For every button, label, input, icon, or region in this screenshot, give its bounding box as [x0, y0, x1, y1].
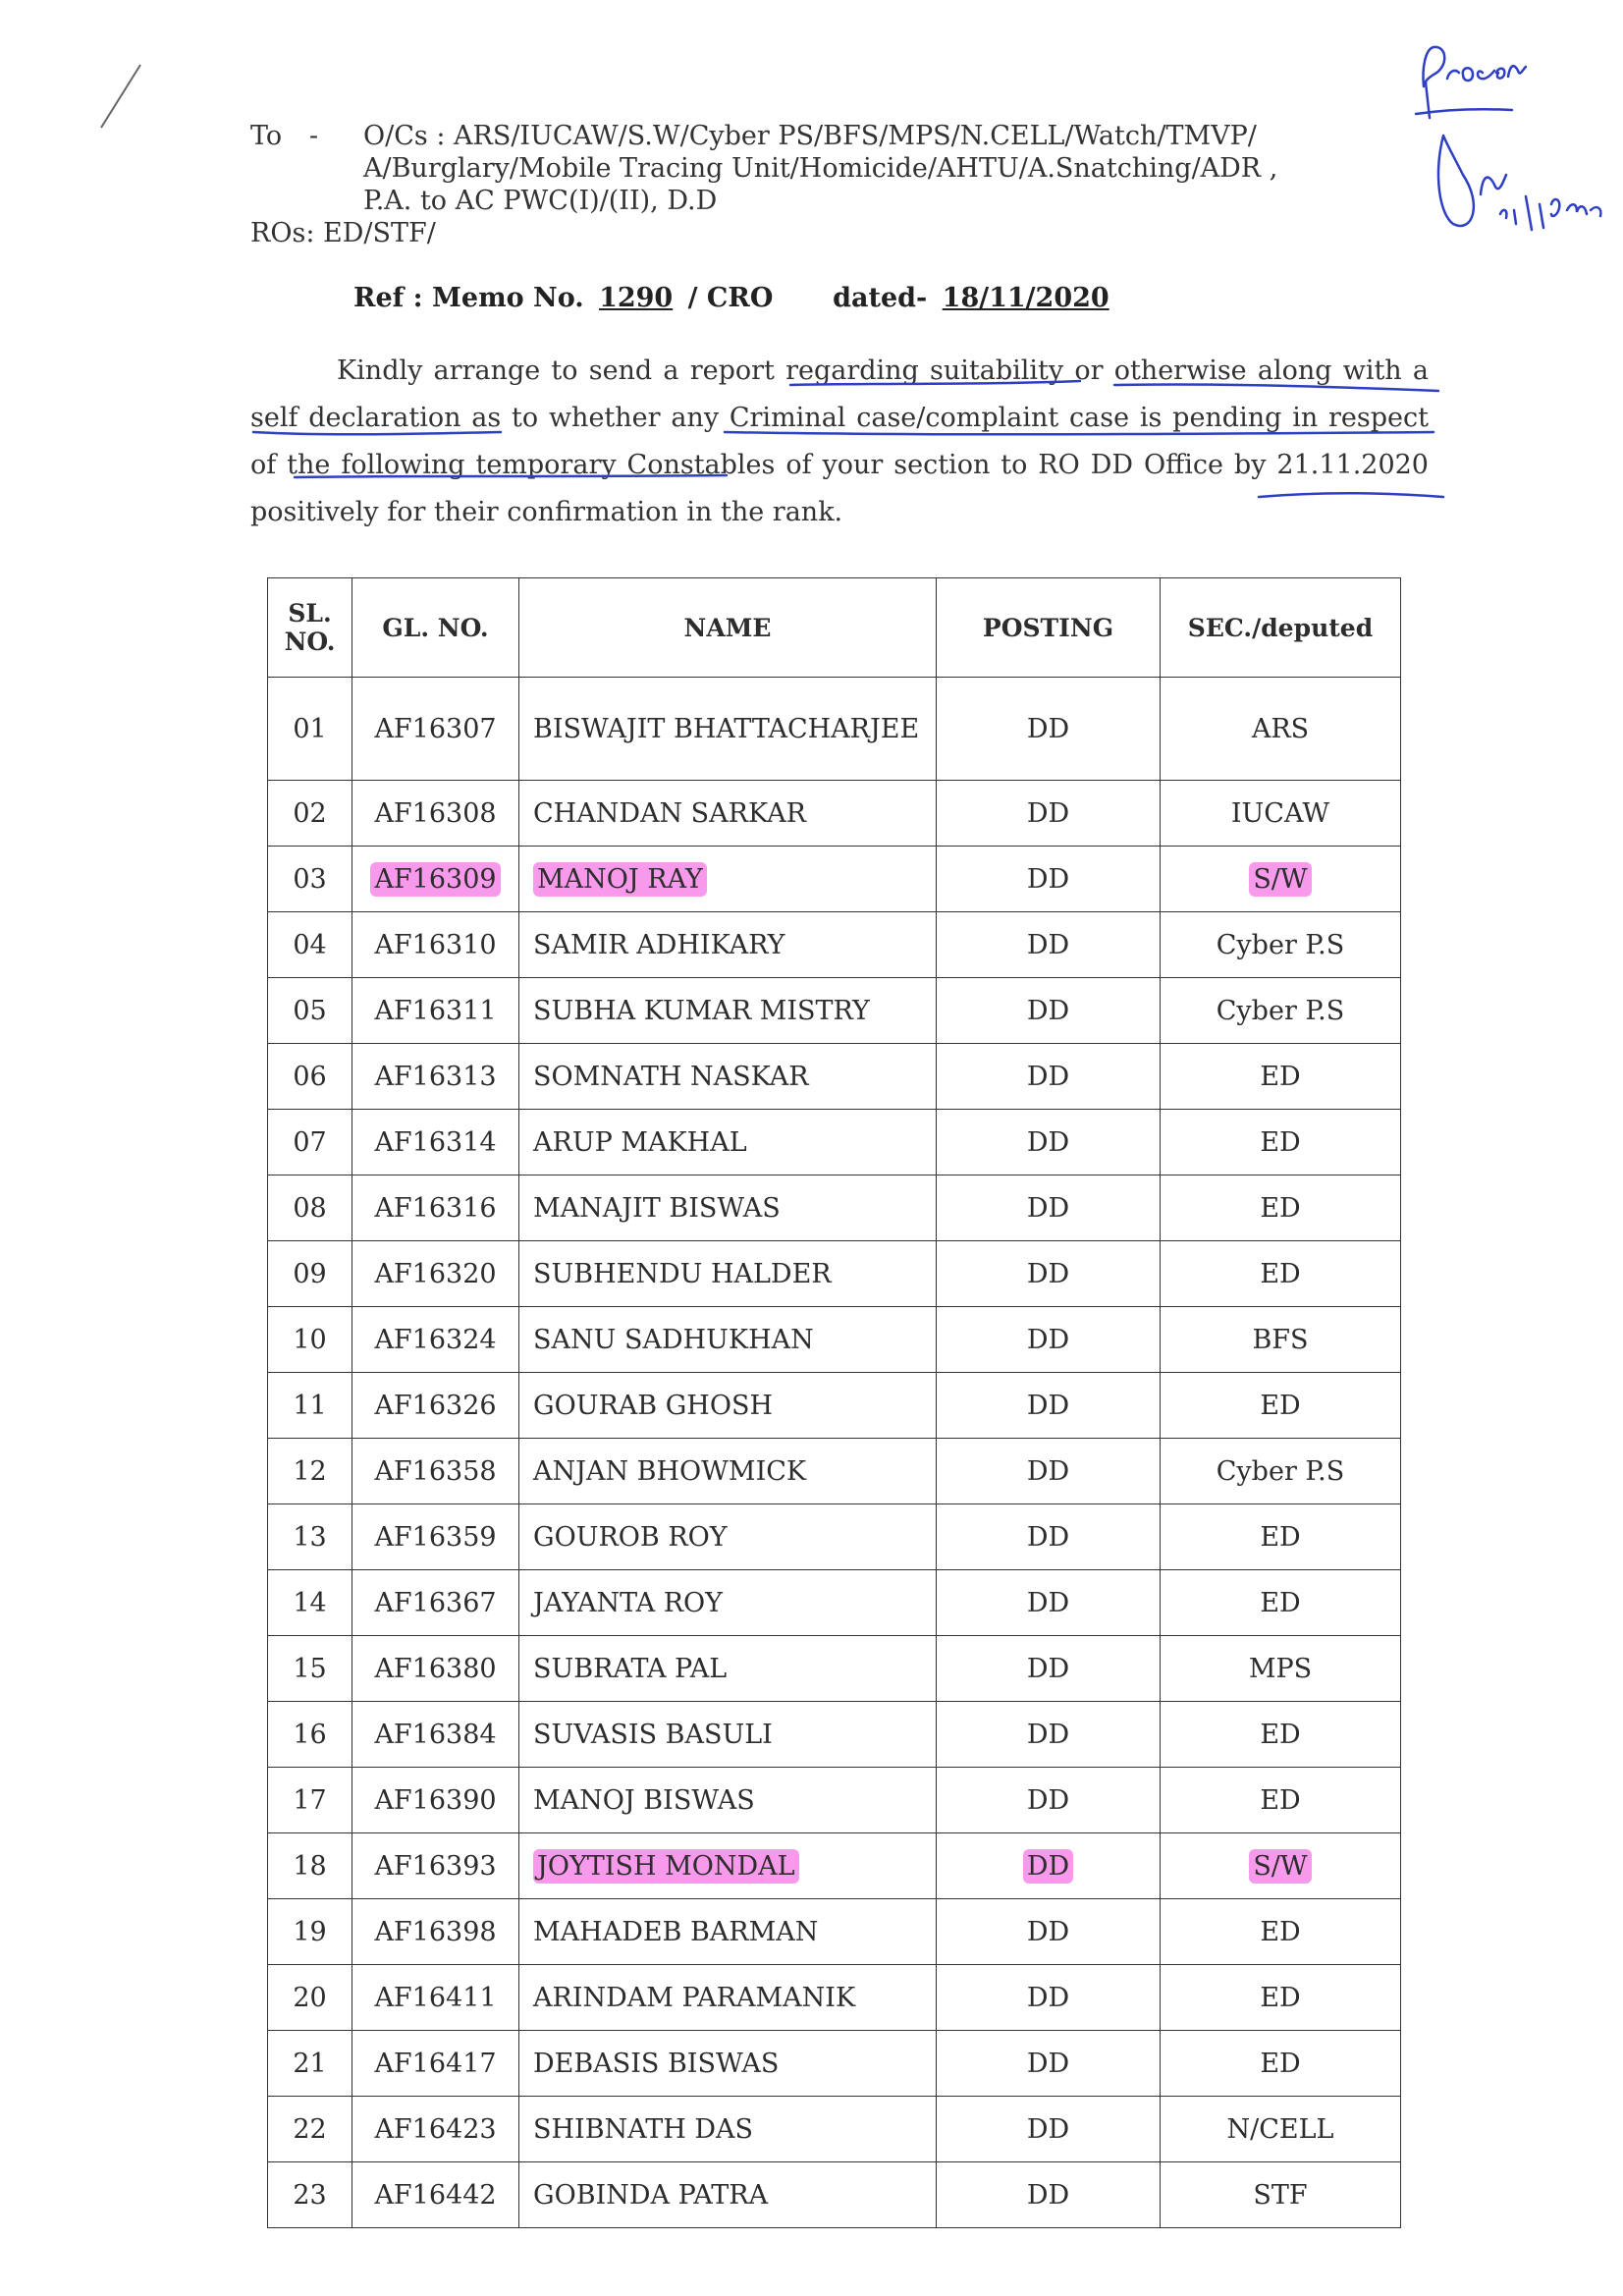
- cell-sec-text: STF: [1253, 2179, 1308, 2211]
- cell-name: [519, 1241, 937, 1307]
- cell-name-text: SUBRATA PAL: [533, 1653, 728, 1684]
- cell-gl-text: AF16316: [374, 1192, 497, 1224]
- cell-gl: [352, 1702, 519, 1768]
- cell-posting-text: DD: [1026, 863, 1070, 895]
- cell-gl: [352, 912, 519, 978]
- cell-name-text: SUVASIS BASULI: [533, 1719, 773, 1750]
- cell-sl: [268, 678, 352, 781]
- to-label: To: [250, 121, 283, 151]
- pencil-mark: [93, 59, 152, 137]
- cell-name-text: MANOJ BISWAS: [533, 1784, 755, 1816]
- cell-name: [519, 678, 937, 781]
- cell-posting: [937, 1110, 1161, 1175]
- cell-posting: [937, 1570, 1161, 1636]
- cell-posting: [937, 2097, 1161, 2162]
- cell-gl: [352, 1175, 519, 1241]
- cell-sec-text: ED: [1260, 1521, 1301, 1553]
- cell-sl-text: 20: [293, 1982, 327, 2013]
- cell-sl-text: 11: [293, 1390, 327, 1421]
- cell-sec-text: ED: [1260, 1192, 1301, 1224]
- cell-sl: [268, 912, 352, 978]
- cell-sl: [268, 1044, 352, 1110]
- cell-name-text: MANOJ RAY: [533, 862, 707, 897]
- cell-sec: [1161, 1570, 1401, 1636]
- table-row: [268, 1504, 1401, 1570]
- cell-sl-text: 01: [293, 713, 327, 744]
- cell-sec: [1161, 1307, 1401, 1373]
- cell-posting: [937, 1241, 1161, 1307]
- cell-sec: [1161, 978, 1401, 1044]
- cell-sec: [1161, 1702, 1401, 1768]
- cell-gl-text: AF16309: [370, 862, 500, 897]
- table-row: [268, 1570, 1401, 1636]
- cell-sec-text: ED: [1260, 1784, 1301, 1816]
- cell-posting: [937, 1702, 1161, 1768]
- cell-gl: [352, 1965, 519, 2031]
- cell-sec-text: ED: [1260, 1126, 1301, 1158]
- cell-name-text: ANJAN BHOWMICK: [533, 1455, 807, 1487]
- cell-gl-text: AF16307: [374, 713, 497, 744]
- cell-gl-text: AF16311: [374, 995, 497, 1026]
- cell-sec: [1161, 1504, 1401, 1570]
- cell-name: [519, 2097, 937, 2162]
- cell-posting: [937, 1636, 1161, 1702]
- cell-posting-text: DD: [1026, 1982, 1070, 2013]
- cell-sec-text: ED: [1260, 1390, 1301, 1421]
- table-row: [268, 1439, 1401, 1504]
- cell-sl: [268, 1965, 352, 2031]
- cell-name: [519, 1110, 937, 1175]
- cell-name-text: ARINDAM PARAMANIK: [533, 1982, 856, 2013]
- table-row: [268, 1702, 1401, 1768]
- table-row: [268, 1241, 1401, 1307]
- cell-name-text: ARUP MAKHAL: [533, 1126, 747, 1158]
- table-row: [268, 1373, 1401, 1439]
- cell-sec: [1161, 1044, 1401, 1110]
- cell-sec-text: S/W: [1249, 862, 1311, 897]
- ros-line: ROs: ED/STF/: [250, 218, 436, 248]
- to-dash: -: [309, 121, 319, 151]
- table-row: [268, 1899, 1401, 1965]
- cell-sec-text: ARS: [1251, 713, 1310, 744]
- cell-sec: [1161, 781, 1401, 847]
- cell-posting: [937, 1439, 1161, 1504]
- cell-name-text: GOURAB GHOSH: [533, 1390, 774, 1421]
- cell-gl-text: AF16423: [374, 2113, 497, 2145]
- cell-gl-text: AF16310: [374, 929, 497, 960]
- cell-name: [519, 781, 937, 847]
- cell-posting-text: DD: [1026, 1061, 1070, 1092]
- cell-sec: [1161, 1241, 1401, 1307]
- ref-prefix: Ref : Memo No.: [353, 283, 584, 313]
- cell-sl-text: 10: [293, 1324, 327, 1355]
- cell-gl: [352, 1768, 519, 1833]
- cell-gl: [352, 1570, 519, 1636]
- header-sec: SEC./deputed: [1161, 578, 1401, 678]
- cell-sec-text: MPS: [1248, 1653, 1313, 1684]
- handwritten-annotation: [1404, 27, 1610, 253]
- cell-sl: [268, 1504, 352, 1570]
- cell-sl-text: 07: [293, 1126, 327, 1158]
- cell-name-text: SAMIR ADHIKARY: [533, 929, 785, 960]
- cell-gl-text: AF16384: [374, 1719, 497, 1750]
- cell-name: [519, 847, 937, 912]
- cell-sl-text: 03: [293, 863, 327, 895]
- cell-sec: [1161, 1636, 1401, 1702]
- cell-sec-text: N/CELL: [1226, 2113, 1334, 2145]
- constables-table: [267, 577, 1401, 2228]
- body-paragraph: [250, 348, 1429, 536]
- cell-sec-text: BFS: [1252, 1324, 1309, 1355]
- cell-sec: [1161, 1110, 1401, 1175]
- cell-sl-text: 12: [293, 1455, 327, 1487]
- table-row: [268, 1307, 1401, 1373]
- cell-sec: [1161, 1768, 1401, 1833]
- table-row: [268, 2031, 1401, 2097]
- cell-gl: [352, 1110, 519, 1175]
- cell-posting-text: DD: [1026, 1521, 1070, 1553]
- cell-name-text: CHANDAN SARKAR: [533, 797, 806, 829]
- cell-gl-text: AF16308: [374, 797, 497, 829]
- cell-sl-text: 09: [293, 1258, 327, 1289]
- cell-sec-text: Cyber P.S: [1216, 1455, 1345, 1487]
- table-row: [268, 2162, 1401, 2228]
- cell-gl-text: AF16326: [374, 1390, 497, 1421]
- header-posting: POSTING: [937, 578, 1161, 678]
- cell-sl: [268, 1768, 352, 1833]
- cell-gl: [352, 1439, 519, 1504]
- cell-posting: [937, 2031, 1161, 2097]
- cell-sl-text: 19: [293, 1916, 327, 1947]
- cell-sl: [268, 1439, 352, 1504]
- cell-posting-text: DD: [1026, 713, 1070, 744]
- cell-gl-text: AF16359: [374, 1521, 497, 1553]
- cell-name-text: SOMNATH NASKAR: [533, 1061, 809, 1092]
- cell-gl: [352, 1307, 519, 1373]
- cell-posting: [937, 1175, 1161, 1241]
- cell-posting-text: DD: [1026, 2113, 1070, 2145]
- cell-name: [519, 1373, 937, 1439]
- cell-sl-text: 06: [293, 1061, 327, 1092]
- cell-name-text: MAHADEB BARMAN: [533, 1916, 819, 1947]
- cell-posting-text: DD: [1026, 1192, 1070, 1224]
- body-text: Kindly arrange to send a report regarding suitability or otherwise along with a self declaration as to whether any Criminal case/complaint case is pending in respect of the following temporary Constables of your section to RO DD Office by 21.11.2020 positively for their confirmation in the rank.: [250, 355, 1429, 527]
- cell-sec-text: S/W: [1249, 1849, 1311, 1884]
- table-row: [268, 912, 1401, 978]
- cell-name: [519, 2162, 937, 2228]
- cell-name-text: SANU SADHUKHAN: [533, 1324, 814, 1355]
- cell-name: [519, 2031, 937, 2097]
- cell-sl-text: 02: [293, 797, 327, 829]
- cell-posting: [937, 912, 1161, 978]
- table-row: [268, 781, 1401, 847]
- cell-name: [519, 1899, 937, 1965]
- cell-name: [519, 1702, 937, 1768]
- cell-gl: [352, 1833, 519, 1899]
- table-row: [268, 1965, 1401, 2031]
- cell-posting-text: DD: [1026, 929, 1070, 960]
- cell-name: [519, 1636, 937, 1702]
- cell-gl: [352, 1044, 519, 1110]
- cell-sl: [268, 1636, 352, 1702]
- cell-name: [519, 978, 937, 1044]
- recipients-line-2: A/Burglary/Mobile Tracing Unit/Homicide/AHTU/A.Snatching/ADR ,: [363, 153, 1278, 184]
- cell-gl: [352, 847, 519, 912]
- header-sl: SL. NO.: [268, 578, 352, 678]
- cell-posting: [937, 847, 1161, 912]
- cell-gl-text: AF16398: [374, 1916, 497, 1947]
- cell-sec: [1161, 1175, 1401, 1241]
- cell-sec-text: ED: [1260, 1719, 1301, 1750]
- cell-gl-text: AF16417: [374, 2048, 497, 2079]
- cell-name-text: JOYTISH MONDAL: [533, 1849, 799, 1884]
- cell-sec-text: ED: [1260, 1258, 1301, 1289]
- cell-sec-text: ED: [1260, 1587, 1301, 1618]
- cell-sl-text: 18: [293, 1850, 327, 1882]
- cell-sl: [268, 1307, 352, 1373]
- cell-posting: [937, 2162, 1161, 2228]
- cell-gl-text: AF16320: [374, 1258, 497, 1289]
- cell-sl-text: 04: [293, 929, 327, 960]
- cell-posting: [937, 1044, 1161, 1110]
- cell-posting: [937, 1307, 1161, 1373]
- cell-name: [519, 1044, 937, 1110]
- cell-gl: [352, 2031, 519, 2097]
- cell-sl: [268, 1570, 352, 1636]
- cell-posting-text: DD: [1023, 1849, 1073, 1884]
- cell-posting: [937, 1833, 1161, 1899]
- table-row: [268, 2097, 1401, 2162]
- cell-name-text: GOUROB ROY: [533, 1521, 728, 1553]
- cell-gl: [352, 1636, 519, 1702]
- table-row: [268, 1175, 1401, 1241]
- cell-gl: [352, 1373, 519, 1439]
- cell-gl: [352, 678, 519, 781]
- cell-sec: [1161, 678, 1401, 781]
- cell-name: [519, 1965, 937, 2031]
- cell-sl: [268, 978, 352, 1044]
- cell-sl: [268, 1373, 352, 1439]
- cell-sec: [1161, 847, 1401, 912]
- cell-posting-text: DD: [1026, 1126, 1070, 1158]
- cell-sl: [268, 1702, 352, 1768]
- cell-sl-text: 15: [293, 1653, 327, 1684]
- cell-gl-text: AF16393: [374, 1850, 497, 1882]
- cell-name: [519, 1307, 937, 1373]
- cell-name: [519, 1833, 937, 1899]
- cell-sec: [1161, 2031, 1401, 2097]
- cell-name-text: DEBASIS BISWAS: [533, 2048, 780, 2079]
- cell-gl-text: AF16313: [374, 1061, 497, 1092]
- cell-sec: [1161, 1373, 1401, 1439]
- cell-posting: [937, 781, 1161, 847]
- cell-name: [519, 1439, 937, 1504]
- cell-sl: [268, 2031, 352, 2097]
- cell-posting: [937, 1965, 1161, 2031]
- cell-name-text: BISWAJIT BHATTACHARJEE: [533, 713, 920, 744]
- cell-sec-text: IUCAW: [1230, 797, 1330, 829]
- cell-name: [519, 1768, 937, 1833]
- cell-posting-text: DD: [1026, 1916, 1070, 1947]
- cell-gl-text: AF16390: [374, 1784, 497, 1816]
- cell-sec-text: ED: [1260, 1061, 1301, 1092]
- cell-sl: [268, 1899, 352, 1965]
- cell-sl-text: 05: [293, 995, 327, 1026]
- cell-gl: [352, 2162, 519, 2228]
- cell-gl-text: AF16367: [374, 1587, 497, 1618]
- table-row: [268, 678, 1401, 781]
- cell-sec-text: ED: [1260, 1916, 1301, 1947]
- cell-posting-text: DD: [1026, 995, 1070, 1026]
- cell-gl-text: AF16314: [374, 1126, 497, 1158]
- cell-posting-text: DD: [1026, 2048, 1070, 2079]
- cell-sl-text: 21: [293, 2048, 327, 2079]
- cell-name: [519, 1504, 937, 1570]
- cell-posting: [937, 1899, 1161, 1965]
- cell-gl: [352, 781, 519, 847]
- cell-posting-text: DD: [1026, 1455, 1070, 1487]
- cell-name-text: JAYANTA ROY: [533, 1587, 723, 1618]
- cell-name: [519, 1175, 937, 1241]
- cell-posting: [937, 1373, 1161, 1439]
- table-row: [268, 1768, 1401, 1833]
- recipients-line-1: O/Cs : ARS/IUCAW/S.W/Cyber PS/BFS/MPS/N.CELL/Watch/TMVP/: [363, 121, 1257, 151]
- cell-sec: [1161, 2097, 1401, 2162]
- cell-name-text: GOBINDA PATRA: [533, 2179, 769, 2211]
- cell-sec: [1161, 1439, 1401, 1504]
- table-header-row: [268, 578, 1401, 678]
- cell-gl: [352, 2097, 519, 2162]
- cell-posting-text: DD: [1026, 1258, 1070, 1289]
- address-block: [250, 120, 1350, 249]
- cell-sec-text: Cyber P.S: [1216, 929, 1345, 960]
- cell-sl: [268, 2097, 352, 2162]
- cell-sl: [268, 1110, 352, 1175]
- cell-sl: [268, 1241, 352, 1307]
- cell-sec-text: ED: [1260, 2048, 1301, 2079]
- cell-posting-text: DD: [1026, 1324, 1070, 1355]
- ref-cro: / CRO: [687, 283, 774, 313]
- cell-sl: [268, 1833, 352, 1899]
- cell-sl-text: 23: [293, 2179, 327, 2211]
- cell-posting-text: DD: [1026, 1390, 1070, 1421]
- cell-sec: [1161, 912, 1401, 978]
- cell-sl-text: 17: [293, 1784, 327, 1816]
- cell-posting: [937, 678, 1161, 781]
- cell-sl-text: 08: [293, 1192, 327, 1224]
- cell-gl-text: AF16411: [374, 1982, 497, 2013]
- cell-sec: [1161, 2162, 1401, 2228]
- cell-posting-text: DD: [1026, 1784, 1070, 1816]
- cell-gl-text: AF16380: [374, 1653, 497, 1684]
- table-row: [268, 847, 1401, 912]
- cell-gl: [352, 978, 519, 1044]
- memo-number: 1290: [599, 283, 674, 313]
- table-row: [268, 1110, 1401, 1175]
- cell-posting-text: DD: [1026, 797, 1070, 829]
- cell-name-text: MANAJIT BISWAS: [533, 1192, 781, 1224]
- cell-gl: [352, 1504, 519, 1570]
- cell-posting-text: DD: [1026, 1653, 1070, 1684]
- cell-sl-text: 16: [293, 1719, 327, 1750]
- cell-gl: [352, 1899, 519, 1965]
- cell-gl-text: AF16358: [374, 1455, 497, 1487]
- cell-sl-text: 22: [293, 2113, 327, 2145]
- cell-posting-text: DD: [1026, 2179, 1070, 2211]
- memo-date: 18/11/2020: [942, 283, 1109, 313]
- cell-sec-text: Cyber P.S: [1216, 995, 1345, 1026]
- cell-sec: [1161, 1833, 1401, 1899]
- cell-gl-text: AF16442: [374, 2179, 497, 2211]
- table-row: [268, 1044, 1401, 1110]
- table-row: [268, 978, 1401, 1044]
- cell-sl-text: 13: [293, 1521, 327, 1553]
- cell-posting-text: DD: [1026, 1719, 1070, 1750]
- dated-label: dated-: [833, 283, 928, 313]
- cell-name-text: SUBHA KUMAR MISTRY: [533, 995, 870, 1026]
- cell-sec: [1161, 1965, 1401, 2031]
- cell-sl-text: 14: [293, 1587, 327, 1618]
- cell-name-text: SUBHENDU HALDER: [533, 1258, 832, 1289]
- cell-gl: [352, 1241, 519, 1307]
- cell-sl: [268, 1175, 352, 1241]
- cell-gl-text: AF16324: [374, 1324, 497, 1355]
- cell-name: [519, 1570, 937, 1636]
- cell-posting: [937, 1768, 1161, 1833]
- table-body: [268, 678, 1401, 2228]
- header-gl: GL. NO.: [352, 578, 519, 678]
- cell-sec: [1161, 1899, 1401, 1965]
- reference-line: [353, 283, 1115, 313]
- cell-posting: [937, 1504, 1161, 1570]
- cell-sl: [268, 847, 352, 912]
- cell-sl: [268, 2162, 352, 2228]
- cell-posting: [937, 978, 1161, 1044]
- recipients-line-3: P.A. to AC PWC(I)/(II), D.D: [363, 186, 718, 216]
- cell-name: [519, 912, 937, 978]
- header-name: NAME: [519, 578, 937, 678]
- table-row: [268, 1833, 1401, 1899]
- cell-posting-text: DD: [1026, 1587, 1070, 1618]
- table-row: [268, 1636, 1401, 1702]
- cell-name-text: SHIBNATH DAS: [533, 2113, 753, 2145]
- cell-sec-text: ED: [1260, 1982, 1301, 2013]
- cell-sl: [268, 781, 352, 847]
